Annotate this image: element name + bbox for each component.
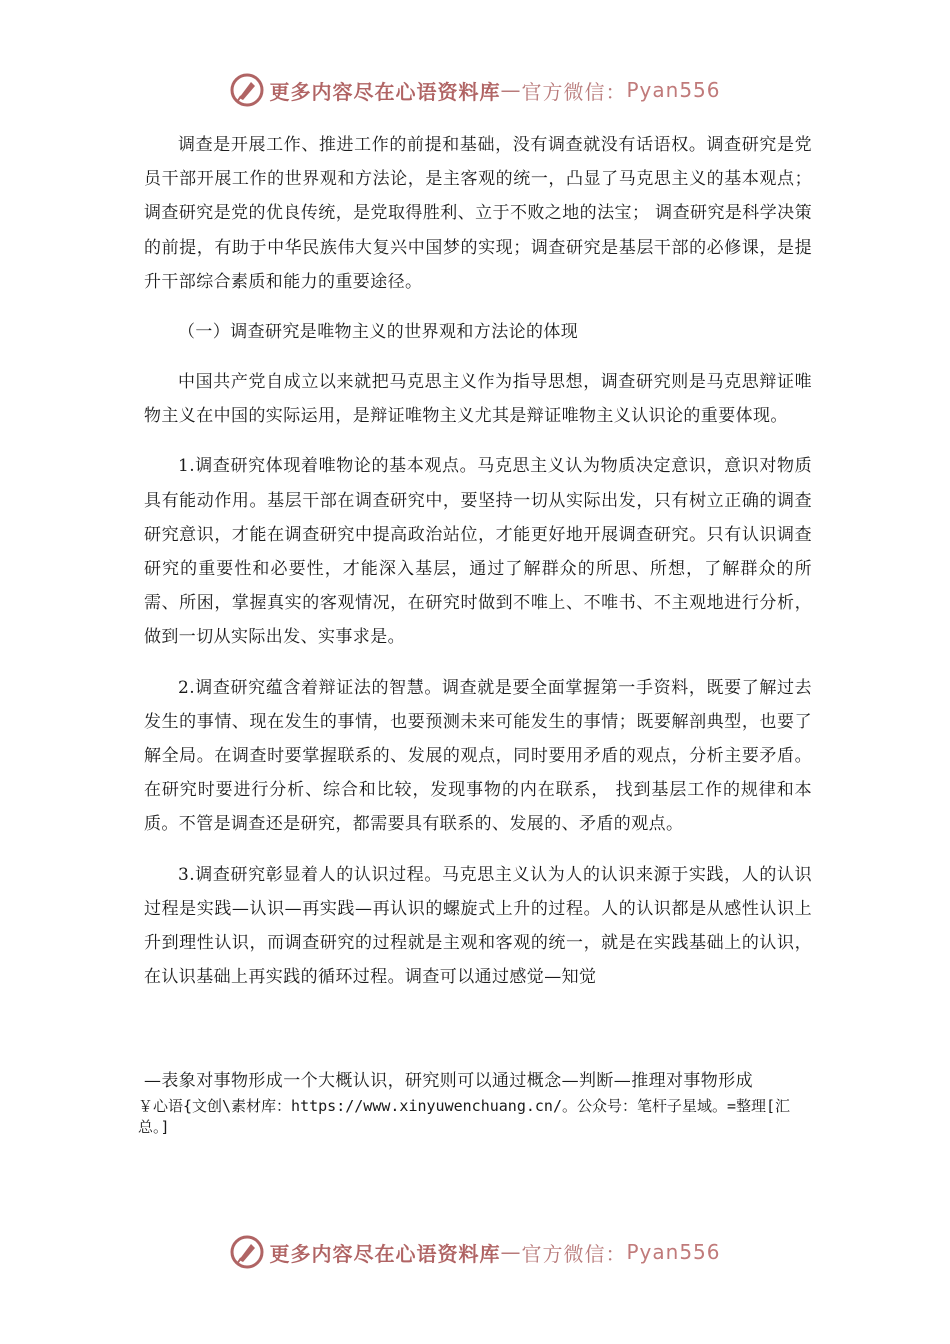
- point-2-paragraph: 2.调查研究蕴含着辩证法的智慧。调查就是要全面掌握第一手资料，既要了解过去发生的事情、现在发生的事情，也要预测未来可能发生的事情；既要解剖典型，也要了解全局。在调查时要掌握联系的、发展的观点，同时要用矛盾的观点，分析主要矛盾。在研究时要进行分析、综合和比较，发现事物的内在联系， 找到基层工作的规律和本质。不管是调查还是研究，都需要具有联系的、发展的、矛盾的观点。: [144, 677, 812, 835]
- watermark-dash: —: [500, 1240, 522, 1264]
- watermark-banner-top: [0, 72, 950, 108]
- watermark-wechat-label: 官方微信：: [521, 79, 627, 104]
- pen-logo-icon: [229, 1234, 265, 1270]
- watermark-brand: 更多内容尽在心语资料库: [269, 1241, 501, 1266]
- point-1-paragraph: 1.调查研究体现着唯物论的基本观点。马克思主义认为物质决定意识，意识对物质具有能动作用。基层干部在调查研究中，要坚持一切从实际出发，只有树立正确的调查研究意识，才能在调查研究中提高政治站位，才能更好地开展调查研究。只有认识调查研究的重要性和必要性，才能深入基层，通过了解群众的所思、所想，了解群众的所需、所困，掌握真实的客观情况，在研究时做到不唯上、不唯书、不主观地进行分析，做到一切从实际出发、实事求是。: [144, 456, 812, 648]
- point-3-paragraph: 3.调查研究彰显着人的认识过程。马克思主义认为人的认识来源于实践，人的认识过程是实践—认识—再实践—再认识的螺旋式上升的过程。人的认识都是从感性认识上升到理性认识，而调查研究的过程就是主观和客观的统一，就是在实践基础上的认识，在认识基础上再实践的循环过程。调查可以通过感觉—知觉: [144, 864, 812, 988]
- pen-logo-icon: [229, 72, 265, 108]
- source-footer-note: ￥心语{文创\素材库：https://www.xinyuwenchuang.cn/。公众号：笔杆子星域。=整理[汇总。]: [138, 1097, 791, 1136]
- section-heading: （一）调查研究是唯物主义的世界观和方法论的体现: [178, 322, 579, 343]
- watermark-banner-bottom: [0, 1234, 950, 1270]
- section-intro-paragraph: 中国共产党自成立以来就把马克思主义作为指导思想，调查研究则是马克思辩证唯物主义在中国的实际运用，是辩证唯物主义尤其是辩证唯物主义认识论的重要体现。: [144, 372, 812, 427]
- watermark-handle: Pyan556: [626, 78, 721, 102]
- intro-paragraph: 调查是开展工作、推进工作的前提和基础，没有调查就没有话语权。调查研究是党员干部开展工作的世界观和方法论，是主客观的统一，凸显了马克思主义的基本观点；调查研究是党的优良传统，是党取得胜利、立于不败之地的法宝； 调查研究是科学决策的前提，有助于中华民族伟大复兴中国梦的实现；调查研究是基层干部的必修课，是提升干部综合素质和能力的重要途径。: [144, 135, 812, 292]
- document-body: [144, 128, 812, 994]
- watermark-wechat-label: 官方微信：: [521, 1241, 627, 1266]
- watermark-handle: Pyan556: [626, 1240, 721, 1264]
- watermark-dash: —: [500, 78, 522, 102]
- point-3-continuation: —表象对事物形成一个大概认识，研究则可以通过概念—判断—推理对事物形成: [144, 1071, 753, 1091]
- watermark-brand: 更多内容尽在心语资料库: [269, 79, 501, 104]
